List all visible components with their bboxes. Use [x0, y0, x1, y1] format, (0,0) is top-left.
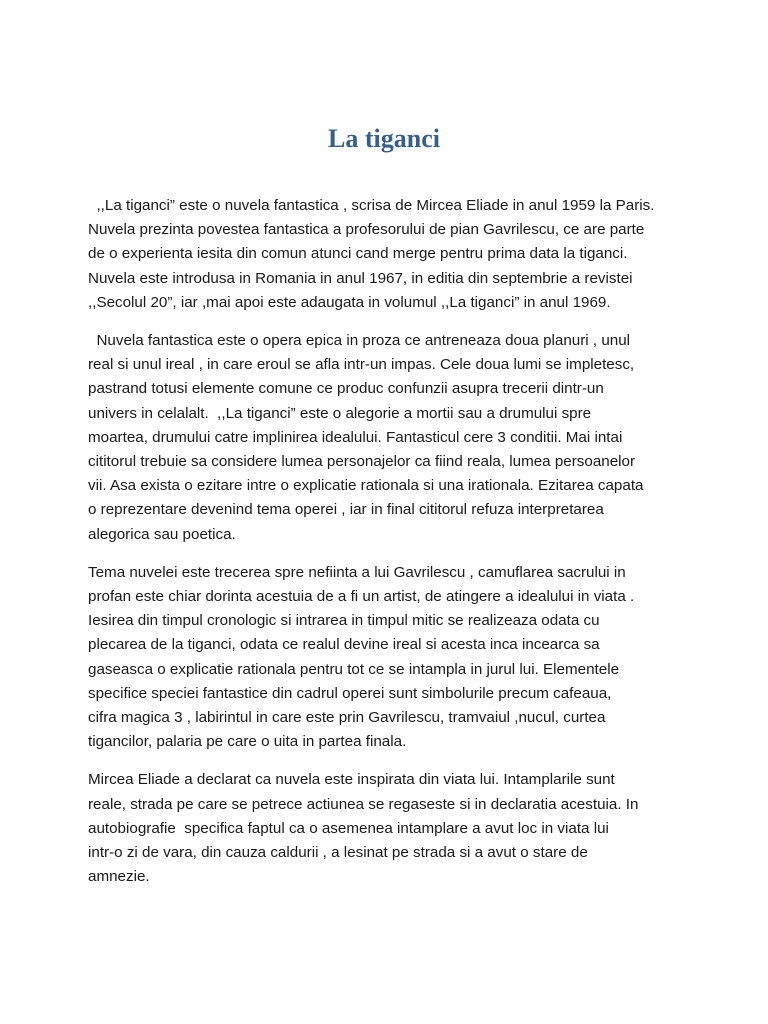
- paragraph-line: plecarea de la tiganci, odata ce realul devine ireal si acesta inca incearca sa: [88, 636, 600, 654]
- document-title: La tiganci: [328, 124, 440, 153]
- paragraph-line: amnezie.: [88, 868, 150, 886]
- paragraph-line: intr-o zi de vara, din cauza caldurii , a lesinat pe strada si a avut o stare de: [88, 844, 588, 862]
- paragraph-line: ,,La tiganci” este o nuvela fantastica , scrisa de Mircea Eliade in anul 1959 la Paris.: [88, 197, 655, 214]
- paragraph-line: vii. Asa exista o ezitare intre o explicatie rationala si una irationala. Ezitarea capata: [88, 477, 644, 495]
- paragraph-line: pastrand totusi elemente comune ce produc confunzii asupra trecerii dintr-un: [88, 380, 604, 398]
- document-body: [88, 194, 684, 889]
- paragraph-line: o reprezentare devenind tema operei , iar in final cititorul refuza interpretarea: [88, 501, 604, 519]
- paragraph-line: ,,Secolul 20”, iar ,mai apoi este adaugata in volumul ,,La tiganci” in anul 1969.: [88, 293, 611, 311]
- paragraph-line: Iesirea din timpul cronologic si intrarea in timpul mitic se realizeaza odata cu: [88, 612, 600, 630]
- paragraph-line: real si unul ireal , in care eroul se afla intr-un impas. Cele doua lumi se impletesc,: [88, 356, 635, 374]
- paragraph-4: [88, 768, 684, 889]
- paragraph-line: tigancilor, palaria pe care o uita in partea finala.: [88, 733, 407, 751]
- paragraph-line: Nuvela prezinta povestea fantastica a profesorului de pian Gavrilescu, ce are parte: [88, 221, 645, 239]
- paragraph-line: gaseasca o explicatie rationala pentru tot ce se intampla in jurul lui. Elementele: [88, 660, 620, 678]
- paragraph-line: Mircea Eliade a declarat ca nuvela este inspirata din viata lui. Intamplarile sunt: [88, 771, 615, 789]
- paragraph-1: [88, 194, 684, 315]
- paragraph-line: Tema nuvelei este trecerea spre nefiinta a lui Gavrilescu , camuflarea sacrului in: [88, 563, 626, 581]
- paragraph-line: Nuvela fantastica este o opera epica in proza ce antreneaza doua planuri , unul: [88, 332, 631, 350]
- paragraph-line: Nuvela este introdusa in Romania in anul 1967, in editia din septembrie a revistei: [88, 269, 633, 287]
- paragraph-line: univers in celalalt. ,,La tiganci” este o alegorie a mortii sau a drumului spre: [88, 404, 592, 422]
- paragraph-line: autobiografie specifica faptul ca o asemenea intamplare a avut loc in viata lui: [88, 819, 609, 837]
- paragraph-line: reale, strada pe care se petrece actiunea se regaseste si in declaratia acestuia. In: [88, 795, 639, 813]
- paragraph-2: [88, 329, 684, 547]
- paragraph-line: alegorica sau poetica.: [88, 525, 236, 543]
- paragraph-line: profan este chiar dorinta acestuia de a fi un artist, de atingere a idealului in viata .: [88, 588, 635, 606]
- paragraph-line: moartea, drumului catre implinirea idealului. Fantasticul cere 3 conditii. Mai intai: [88, 428, 623, 446]
- paragraph-line: cifra magica 3 , labirintul in care este prin Gavrilescu, tramvaiul ,nucul, curtea: [88, 709, 606, 727]
- paragraph-line: specifice speciei fantastice din cadrul operei sunt simbolurile precum cafeaua,: [88, 684, 612, 702]
- paragraph-3: [88, 561, 684, 755]
- paragraph-line: cititorul trebuie sa considere lumea personajelor ca fiind reala, lumea persoanelor: [88, 453, 636, 471]
- paragraph-line: de o experienta iesita din comun atunci cand merge pentru prima data la tiganci.: [88, 245, 628, 263]
